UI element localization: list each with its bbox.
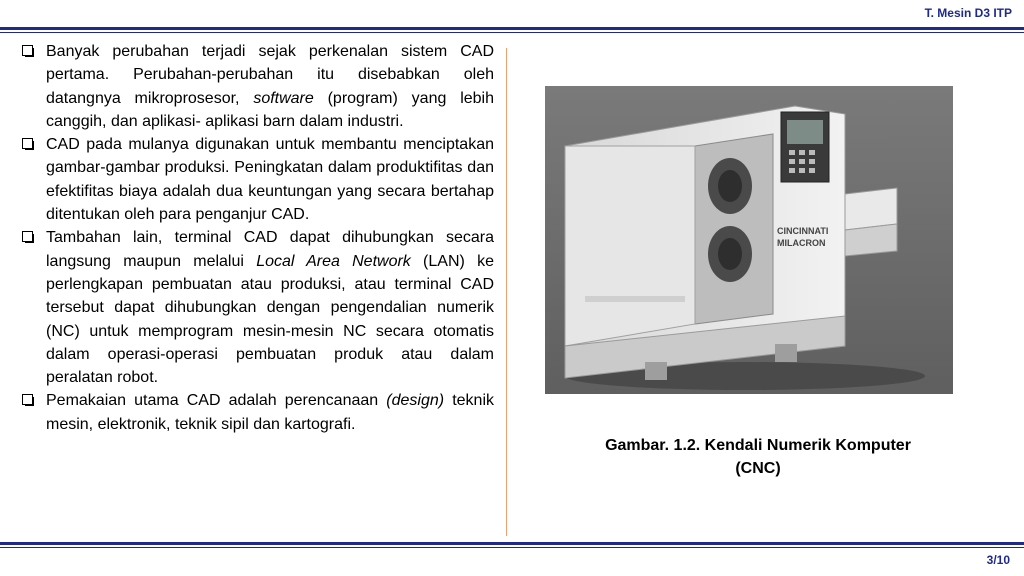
- checkbox-bullet-icon: [22, 394, 33, 405]
- bullet-italic: software: [253, 89, 314, 107]
- checkbox-bullet-icon: [22, 45, 33, 56]
- caption-line2: (CNC): [735, 460, 781, 477]
- bullet-item: [20, 133, 494, 226]
- figure-caption: [560, 434, 956, 480]
- bullet-text: (LAN) ke perlengkapan pembuatan atau produksi, atau terminal CAD tersebut dapat dihubungkan dengan pengendalian numerik (NC) untuk memprogram mesin-mesin NC secara otomatis dalam operasi-operasi pembuatan produk atau dalam peralatan robot.: [46, 252, 494, 387]
- vertical-divider: [506, 48, 507, 536]
- bullet-italic: Local Area Network: [256, 252, 411, 270]
- bullet-italic: (design): [386, 392, 445, 410]
- checkbox-bullet-icon: [22, 138, 33, 149]
- checkbox-bullet-icon: [22, 231, 33, 242]
- brand-label-line2: MILACRON: [777, 238, 826, 248]
- brand-label-line1: CINCINNATI: [777, 226, 829, 236]
- cnc-machine-photo: [545, 86, 953, 394]
- bullet-text: (program) yang lebih canggih, dan aplikasi- aplikasi barn dalam industri.: [46, 89, 494, 130]
- bullet-item: [20, 226, 494, 389]
- caption-line1: Gambar. 1.2. Kendali Numerik Komputer: [605, 437, 911, 454]
- bullet-text: CAD pada mulanya digunakan untuk membantu menciptakan gambar-gambar produksi. Peningkatan dalam produktifitas dan efektifitas biaya adalah dua keuntungan yang secara bertahap ditentukan oleh para penganjur CAD.: [46, 136, 494, 224]
- bullet-text: Pemakaian utama CAD adalah perencanaan: [46, 392, 387, 410]
- cnc-machine-illustration: [545, 86, 953, 394]
- bullet-text: Tambahan lain, terminal CAD dapat dihubungkan secara langsung maupun melalui: [46, 229, 494, 270]
- page-number: 3/10: [986, 553, 1010, 567]
- bullet-text: Banyak perubahan terjadi sejak perkenalan sistem CAD pertama. Perubahan-perubahan itu disebabkan oleh datangnya mikroprosesor,: [46, 43, 494, 107]
- bullet-text: teknik mesin, elektronik, teknik sipil dan kartografi.: [46, 392, 494, 433]
- bullet-list: [20, 40, 494, 436]
- bullet-item: [20, 389, 494, 436]
- header-title: T. Mesin D3 ITP: [924, 6, 1012, 20]
- bullet-item: [20, 40, 494, 133]
- text-content: [20, 40, 494, 436]
- top-rule: [0, 27, 1024, 33]
- bottom-rule: [0, 542, 1024, 548]
